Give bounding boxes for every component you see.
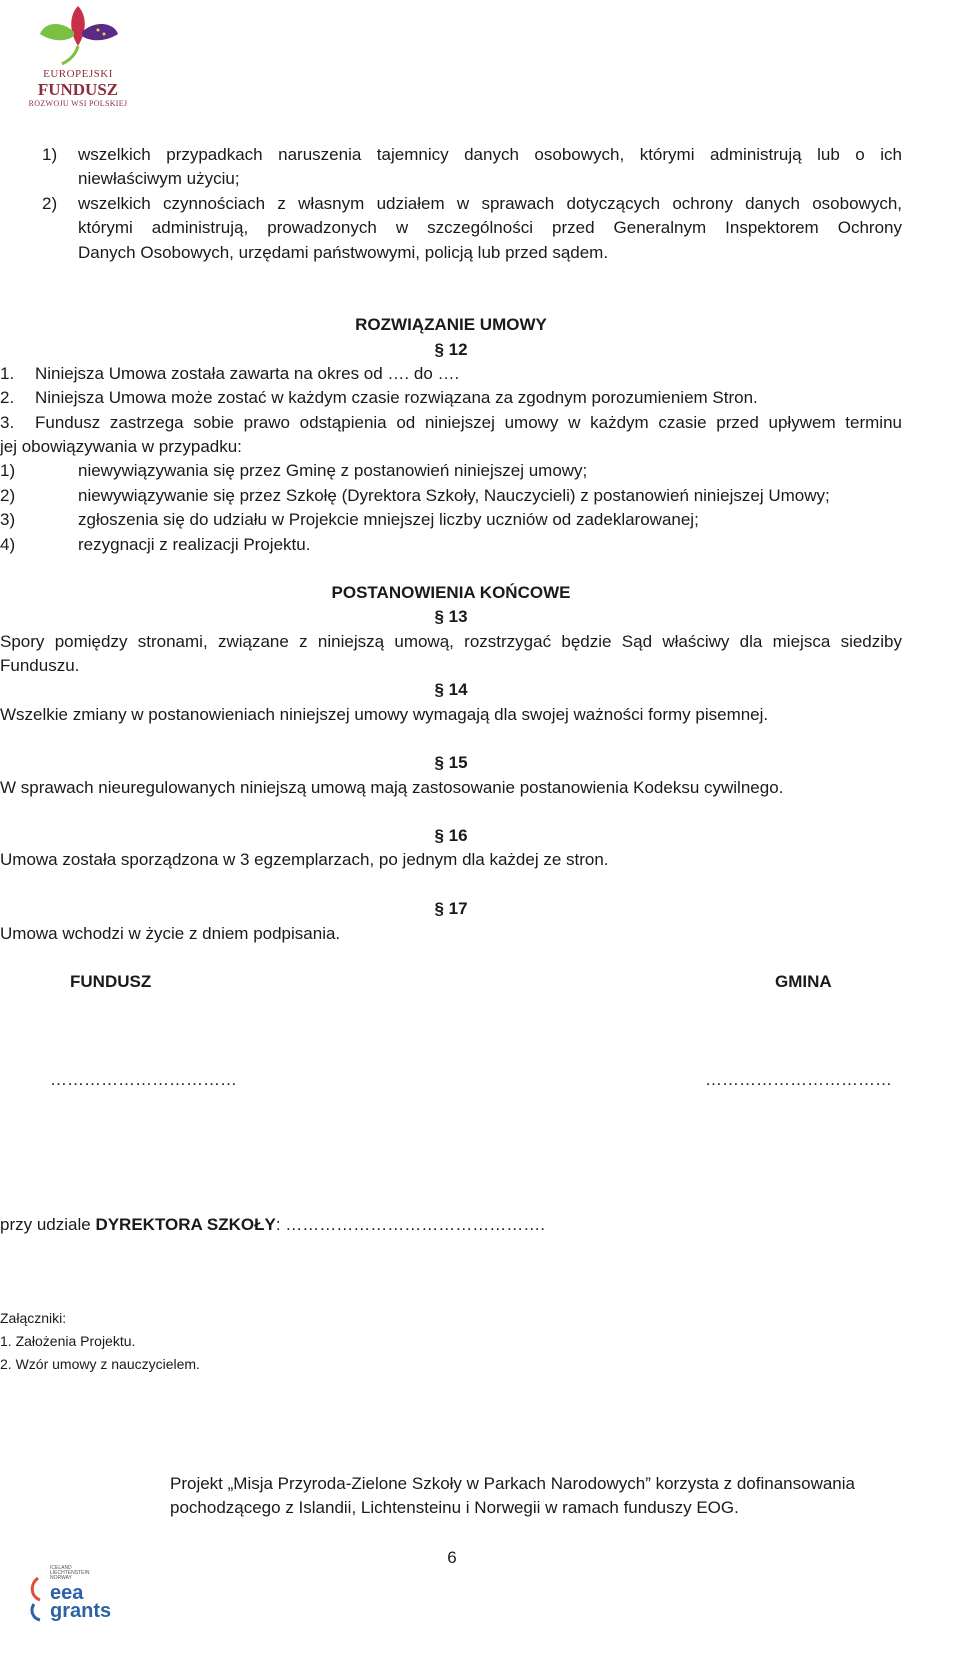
intro-item-2-line-2: którymi administrują, prowadzonych w szczególności przed Generalnym Inspektorem Ochrony	[78, 218, 902, 237]
termination-point-2-num: 2.	[0, 388, 15, 407]
termination-point-3-line-1: Fundusz zastrzega sobie prawo odstąpienia od niniejszej umowy w każdym czasie przed upływem terminu	[35, 413, 902, 432]
paragraph-17: § 17	[434, 899, 468, 918]
logo-line-3: ROZWOJU WSI POLSKIEJ	[28, 99, 128, 108]
subpoint-2-num: 2)	[0, 486, 16, 505]
subpoint-1: niewywiązywania się przez Gminę z postanowień niniejszej umowy;	[78, 461, 588, 480]
footer-line-2: pochodzącego z Islandii, Lichtensteinu i Norwegii w ramach funduszy EOG.	[170, 1498, 739, 1517]
paragraph-17-text: Umowa wchodzi w życie z dniem podpisania.	[0, 924, 341, 943]
section-termination-title: ROZWIĄZANIE UMOWY	[355, 315, 547, 334]
paragraph-16-text: Umowa została sporządzona w 3 egzemplarzach, po jednym dla każdej ze stron.	[0, 850, 609, 869]
director-line	[0, 1215, 545, 1235]
subpoint-3-num: 3)	[0, 510, 16, 529]
section-final-title: POSTANOWIENIA KOŃCOWE	[331, 583, 571, 602]
termination-point-3-num: 3.	[0, 413, 15, 432]
signature-label-fundusz: FUNDUSZ	[70, 972, 152, 991]
termination-point-3-line-2: jej obowiązywania w przypadku:	[0, 437, 242, 456]
attachments	[0, 1307, 200, 1376]
paragraph-13-line-2: Funduszu.	[0, 656, 80, 675]
logo-line-2: FUNDUSZ	[37, 80, 119, 99]
subpoint-4-num: 4)	[0, 535, 16, 554]
attachment-2: 2. Wzór umowy z nauczycielem.	[0, 1356, 200, 1372]
page-number: 6	[447, 1548, 457, 1567]
efrwp-logo	[18, 2, 138, 112]
director-suffix: : ……………………………………….	[275, 1215, 546, 1234]
paragraph-14-text: Wszelkie zmiany w postanowieniach niniejszej umowy wymagają dla swojej ważności formy pisemnej.	[0, 705, 769, 724]
eea-donor-countries	[50, 1566, 89, 1581]
subpoint-2: niewywiązywanie się przez Szkołę (Dyrektora Szkoły, Nauczycieli) z postanowień niniejszej Umowy;	[78, 486, 830, 505]
paragraph-12: § 12	[434, 340, 468, 359]
eea-grants-logo	[26, 1565, 112, 1626]
signature-label-gmina: GMINA	[775, 972, 832, 991]
director-prefix: przy udziale	[0, 1215, 96, 1234]
director-label: DYREKTORA SZKOŁY	[95, 1215, 276, 1234]
attachment-1: 1. Założenia Projektu.	[0, 1333, 136, 1349]
signature-line-fundusz: ……………………………	[50, 1070, 237, 1089]
intro-item-1-line-1: wszelkich przypadkach naruszenia tajemnicy danych osobowych, którymi administrują lub o ich	[78, 145, 902, 164]
intro-item-1-line-2: niewłaściwym użyciu;	[78, 169, 240, 188]
termination-point-1: Niniejsza Umowa została zawarta na okres od …. do ….	[35, 364, 460, 383]
eea-grants-mark-icon	[26, 1574, 48, 1624]
intro-item-2-line-1: wszelkich czynnościach z własnym udziałem w sprawach dotyczących ochrony danych osobowych,	[78, 194, 902, 213]
paragraph-16: § 16	[434, 826, 468, 845]
termination-point-1-num: 1.	[0, 364, 15, 383]
flower-logo-icon	[18, 2, 138, 68]
termination-point-2: Niniejsza Umowa może zostać w każdym czasie rozwiązana za zgodnym porozumieniem Stron.	[35, 388, 758, 407]
paragraph-15-text: W sprawach nieuregulowanych niniejszą umową mają zastosowanie postanowienia Kodeksu cywilnego.	[0, 778, 784, 797]
intro-item-1-num: 1)	[42, 145, 58, 164]
signature-line-gmina: ……………………………	[705, 1070, 892, 1089]
subpoint-4: rezygnacji z realizacji Projektu.	[78, 535, 311, 554]
eea-text: eea	[50, 1582, 84, 1604]
donor-norway: NORWAY	[50, 1575, 72, 1581]
paragraph-14: § 14	[434, 680, 468, 699]
donor-liechtenstein: LIECHTENSTEIN	[50, 1570, 90, 1576]
logo-line-1: EUROPEJSKI	[43, 68, 113, 80]
grants-text: grants	[50, 1600, 112, 1622]
subpoint-1-num: 1)	[0, 461, 16, 480]
intro-item-2-line-3: Danych Osobowych, urzędami państwowymi, policją lub przed sądem.	[78, 243, 609, 262]
footer-line-1: Projekt „Misja Przyroda-Zielone Szkoły w Parkach Narodowych” korzysta z dofinansowania	[170, 1474, 855, 1493]
donor-iceland: ICELAND	[50, 1565, 72, 1571]
intro-item-2-num: 2)	[42, 194, 58, 213]
paragraph-13: § 13	[434, 607, 468, 626]
paragraph-15: § 15	[434, 753, 468, 772]
subpoint-3: zgłoszenia się do udziału w Projekcie mniejszej liczby uczniów od zadeklarowanej;	[78, 510, 699, 529]
attachments-title: Załączniki:	[0, 1310, 67, 1326]
paragraph-13-line-1: Spory pomiędzy stronami, związane z niniejszą umową, rozstrzygać będzie Sąd właściwy dla miejsca siedziby	[0, 632, 902, 651]
